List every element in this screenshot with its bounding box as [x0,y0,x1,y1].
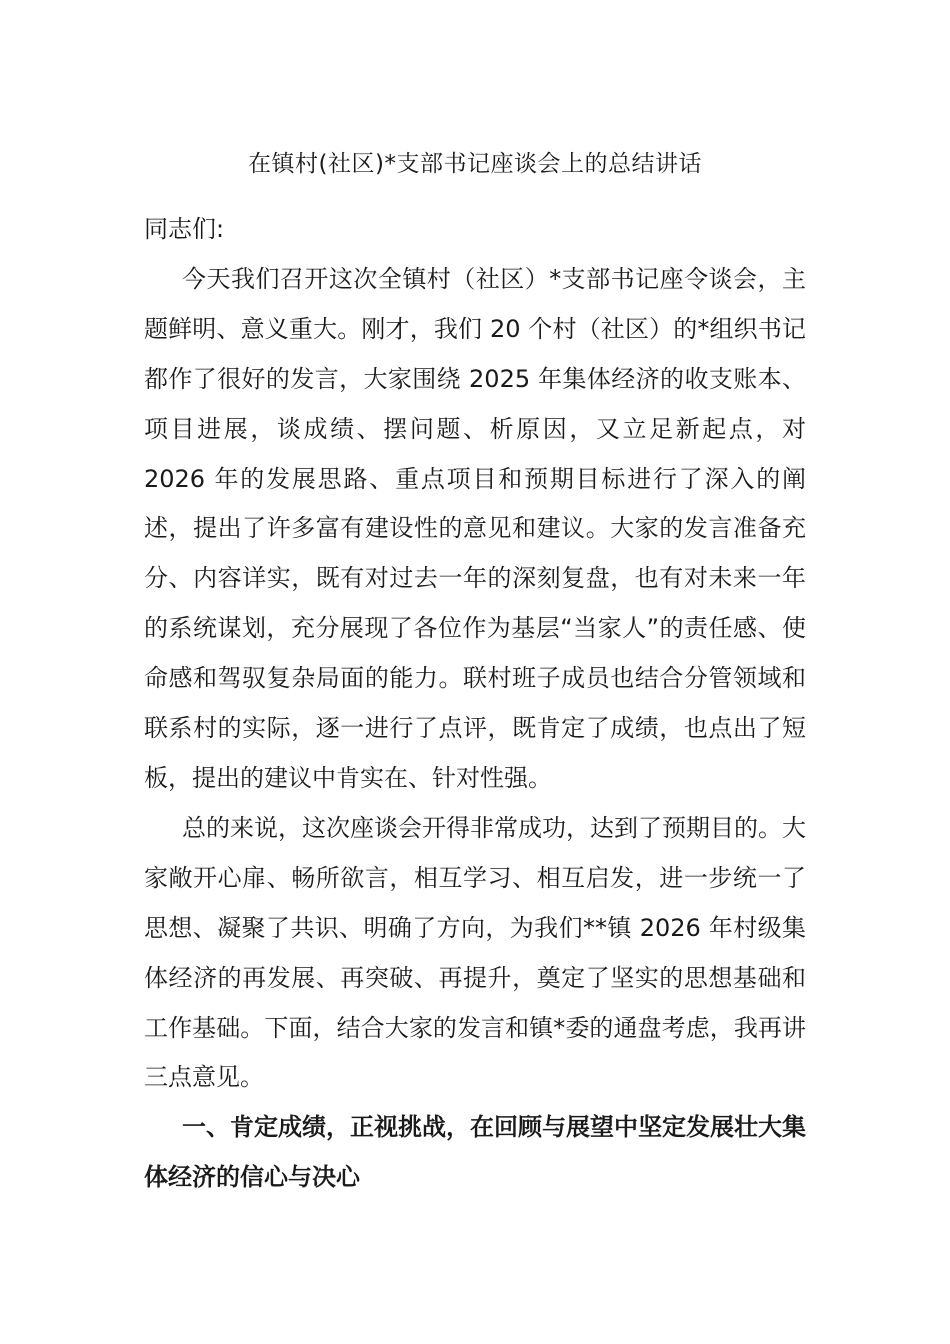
salutation: 同志们: [144,215,225,243]
section-heading: 一、肯定成绩，正视挑战，在回顾与展望中坚定发展壮大集体经济的信心与决心 [144,1113,806,1192]
document-body [144,205,806,1203]
paragraph-opening: 今天我们召开这次全镇村（社区）*支部书记座令谈会，主题鲜明、意义重大。刚才，我们 20 个村（社区）的*组织书记都作了很好的发言，大家围绕 2025 年集体经济的收支账本、项目进展，谈成绩、摆问题、析原因，又立足新起点，对 2026 年的发展思路、重点项目和预期目标进行了深入的阐述，提出了许多富有建设性的意见和建议。大家的发言准备充分、内容详实，既有对过去一年的深刻复盘，也有对未来一年的系统谋划，充分展现了各位作为基层“当家人”的责任感、使命感和驾驭复杂局面的能力。联村班子成员也结合分管领域和联系村的实际，逐一进行了点评，既肯定了成绩，也点出了短板，提出的建议中肯实在、针对性强。 [144,264,806,792]
document-title: 在镇村(社区)*支部书记座谈会上的总结讲话 [248,151,702,177]
paragraph-summary: 总的来说，这次座谈会开得非常成功，达到了预期目的。大家敞开心扉、畅所欲言，相互学习、相互启发，进一步统一了思想、凝聚了共识、明确了方向，为我们**镇 2026 年村级集体经济的再发展、再突破、再提升，奠定了坚实的思想基础和工作基础。下面，结合大家的发言和镇*委的通盘考虑，我再讲三点意见。 [144,813,806,1092]
